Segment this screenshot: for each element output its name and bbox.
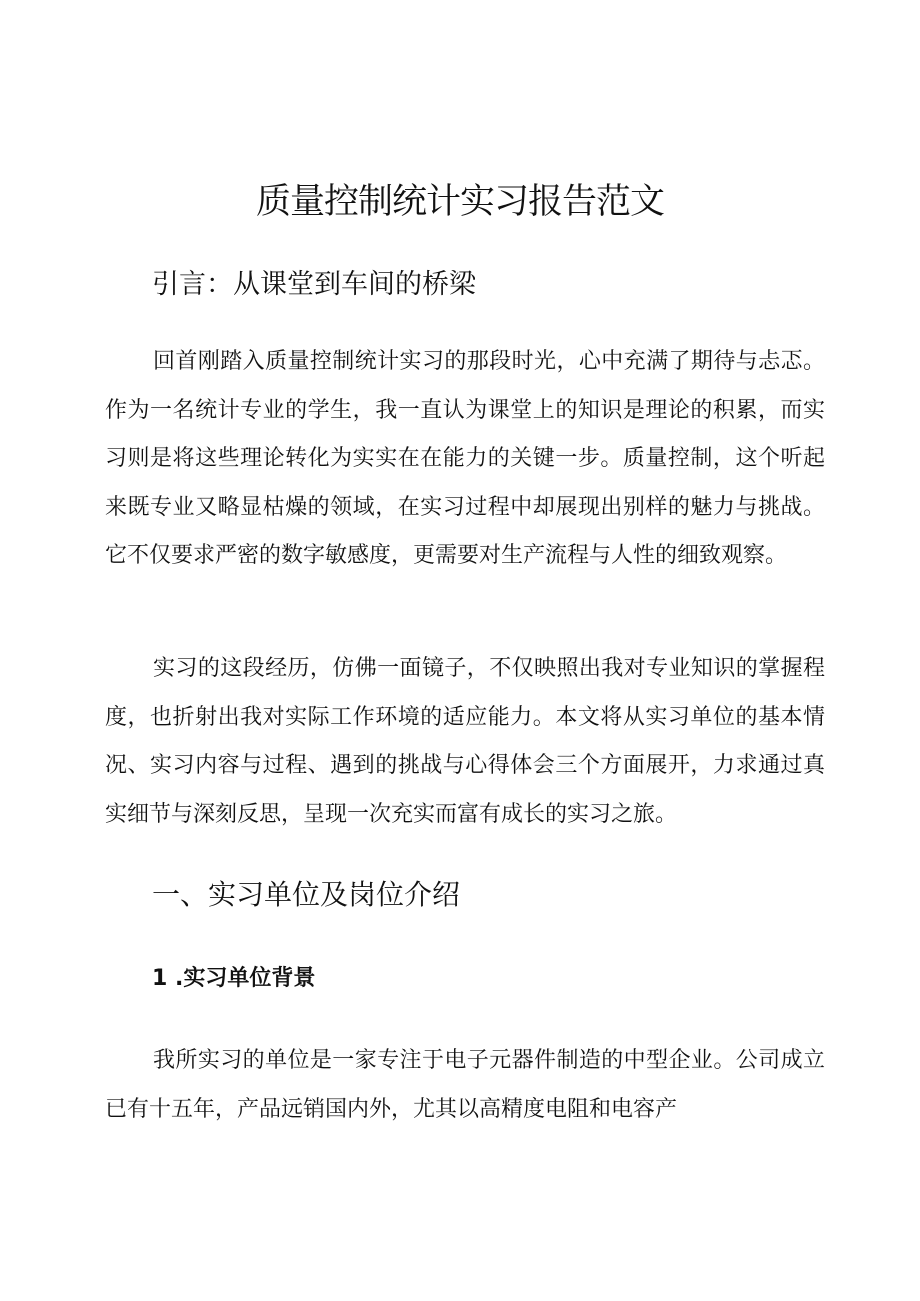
intro-heading: 引言：从课堂到车间的桥梁 [152,269,476,300]
paragraph-company-background: 我所实习的单位是一家专注于电子元器件制造的中型企业。公司成立已有十五年，产品远销国内外，尤其以高精度电阻和电容产 [105,1048,825,1122]
paragraph-intro-2: 实习的这段经历，仿佛一面镜子，不仅映照出我对专业知识的掌握程度，也折射出我对实际工作环境的适应能力。本文将从实习单位的基本情况、实习内容与过程、遇到的挑战与心得体会三个方面展开，力求通过真实细节与深刻反思，呈现一次充实而富有成长的实习之旅。 [105,656,825,827]
subsection-heading: 1 .实习单位背景 [152,966,316,991]
section-heading: 一、实习单位及岗位介绍 [152,878,461,911]
paragraph-intro-1: 回首刚踏入质量控制统计实习的那段时光，心中充满了期待与忐忑。作为一名统计专业的学生，我一直认为课堂上的知识是理论的积累，而实习则是将这些理论转化为实实在在能力的关键一步。质量控制，这个听起来既专业又略显枯燥的领域，在实习过程中却展现出别样的魅力与挑战。它不仅要求严密的数字敏感度，更需要对生产流程与人性的细致观察。 [105,349,825,568]
document-title: 质量控制统计实习报告范文 [255,182,664,222]
